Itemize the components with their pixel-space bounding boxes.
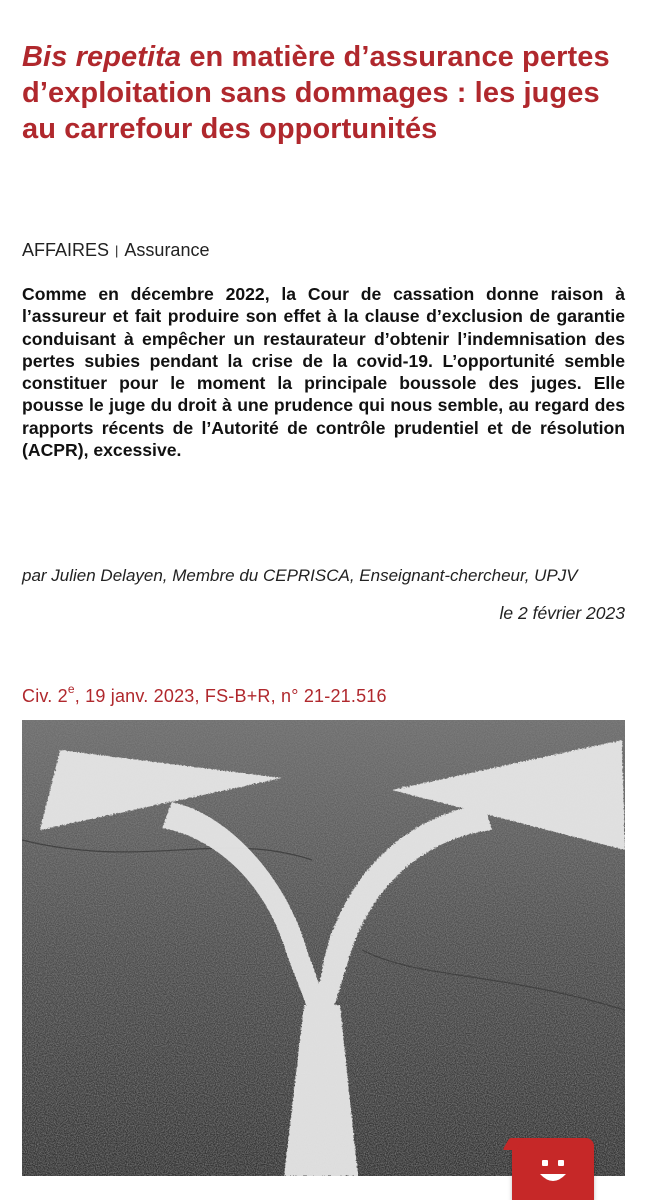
article-title <box>22 39 627 147</box>
article-rubric <box>22 238 209 264</box>
road-fork-arrow-photo <box>22 720 625 1176</box>
reference-suffix: , 19 janv. 2023, FS-B+R, n° 21-21.516 <box>74 686 387 706</box>
reference-superscript: e <box>67 682 75 696</box>
rubric-category-link[interactable]: Assurance <box>124 240 210 260</box>
reference-prefix: Civ. 2 <box>22 686 68 706</box>
article-byline: par Julien Delayen, Membre du CEPRISCA, Enseignant-chercheur, UPJV <box>22 566 578 585</box>
article-illustration <box>22 720 625 1176</box>
title-italic-part: Bis repetita <box>22 41 182 73</box>
article-lead: Comme en décembre 2022, la Cour de cassation donne raison à l’assureur et fait produire son effet à la clause d’exclusion de garantie conduisant à empêcher un restaurateur d’obtenir l’indemnisation des pertes subies pendant la crise de la covid-19. L’opportunité semble constituer pour le moment la principale boussole des juges. Elle pousse le juge du droit à une prudence qui nous semble, au regard des rapports récents de l’Autorité de contrôle prudentiel et de résolution (ACPR), excessive. <box>22 284 625 461</box>
rubric-section-link[interactable]: AFFAIRES <box>22 240 110 260</box>
decision-reference[interactable] <box>22 679 387 708</box>
chat-widget-button[interactable] <box>512 1138 594 1200</box>
title-main-part: en matière d’assurance pertes d’exploitation sans dommages : les juges au carrefour des opportunités <box>22 41 610 145</box>
rubric-separator: | <box>115 243 119 258</box>
article-date: le 2 février 2023 <box>499 603 625 623</box>
